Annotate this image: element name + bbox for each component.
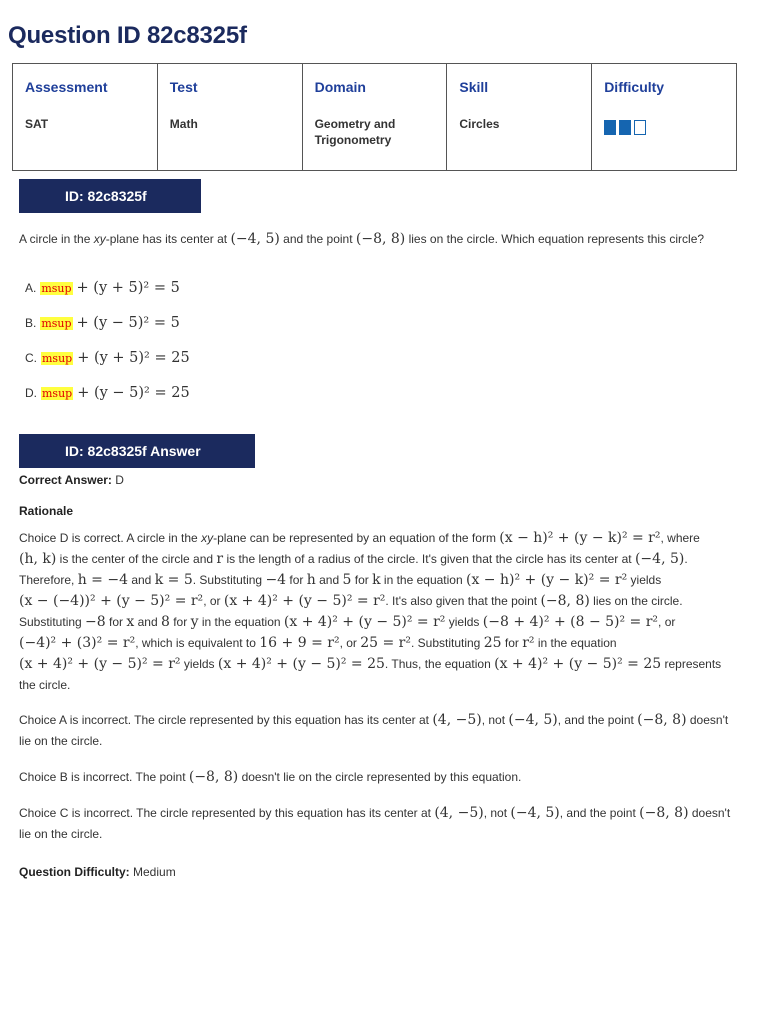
text-run: , not <box>483 806 511 820</box>
math-expression: 25 <box>483 635 502 651</box>
text-run: for <box>169 615 191 629</box>
math-expression: r <box>216 551 224 567</box>
correct-answer-label: Correct Answer: <box>19 473 112 487</box>
math-expression: 8 <box>160 614 170 630</box>
math-expression: (4, −5) <box>434 805 484 821</box>
choice-a-explanation <box>19 710 739 752</box>
text-run: for <box>501 636 523 650</box>
text-run: , or <box>658 615 676 629</box>
difficulty-bar-empty <box>634 120 646 135</box>
text-run: Choice B is incorrect. The point <box>19 770 189 784</box>
meta-value-domain: Geometry and Trigonometry <box>314 117 396 147</box>
math-expression: (−4)² + (3)² = r² <box>19 635 136 651</box>
math-expression: (−8, 8) <box>639 805 689 821</box>
text-run: yields <box>445 615 483 629</box>
meta-header-assessment: Assessment <box>25 79 108 95</box>
text-run: yields <box>180 657 218 671</box>
math-expression: (x + 4)² + (y − 5)² = r² <box>223 593 386 609</box>
math-error-badge: msup <box>42 386 73 400</box>
text-run: doesn't lie on the circle represented by this equation. <box>238 770 522 784</box>
text-run: Choice D is correct. A circle in the <box>19 531 202 545</box>
meta-test <box>157 64 302 171</box>
meta-assessment <box>13 64 158 171</box>
question-meta-table <box>12 63 737 171</box>
math-expression: k = 5 <box>154 572 193 588</box>
math-expression: (−4, 5) <box>510 805 560 821</box>
text-run: is the length of a radius of the circle. It's given that the circle has its center at <box>223 552 635 566</box>
question-part: lies on the circle. Which equation represents this circle? <box>405 232 705 246</box>
question-part: A circle in the <box>19 232 94 246</box>
text-run: , or <box>339 636 361 650</box>
text-run: for <box>351 573 373 587</box>
math-expression: (−4, 5) <box>634 551 685 567</box>
math-expression: (−8, 8) <box>637 712 687 728</box>
question-id-bar: ID: 82c8325f <box>19 179 201 213</box>
math-expression: (−8, 8) <box>188 769 239 785</box>
text-run: . It's also given that the point <box>385 594 541 608</box>
difficulty-bar-filled <box>604 120 616 135</box>
text-run: , where <box>660 531 700 545</box>
text-run: represents the circle. <box>19 657 722 692</box>
math-expression: (−8 + 4)² + (8 − 5)² = r² <box>482 614 659 630</box>
math-error-badge: msup <box>42 351 73 365</box>
math-expression: h <box>306 572 316 588</box>
choice-c-explanation <box>19 803 739 845</box>
math-expression: (x − (−4))² + (y − 5)² = r² <box>19 593 204 609</box>
correct-answer <box>19 470 739 491</box>
question-part: -plane has its center at <box>105 232 231 246</box>
meta-value-test: Math <box>169 117 198 131</box>
math-expression: 16 + 9 = r² <box>259 635 340 651</box>
text-run: , which is equivalent to <box>135 636 260 650</box>
correct-answer-value: D <box>111 473 124 487</box>
question-text <box>19 229 739 250</box>
meta-header-test: Test <box>169 79 198 95</box>
choice-b-explanation <box>19 767 739 788</box>
math-expression: r² <box>522 635 535 651</box>
text-run: . Substituting <box>192 573 266 587</box>
math-expression: (x + 4)² + (y − 5)² = 25 <box>217 656 385 672</box>
text-run: for <box>286 573 307 587</box>
math-expression: (x + 4)² + (y − 5)² = 25 <box>494 656 662 672</box>
math-expression: h = −4 <box>77 572 128 588</box>
text-run: Choice A is incorrect. The circle represented by this equation has its center at <box>19 713 433 727</box>
meta-header-domain: Domain <box>314 79 366 95</box>
choice-letter: B. <box>25 316 37 330</box>
text-run: in the equation <box>534 636 617 650</box>
text-run: . Therefore, <box>19 552 688 587</box>
difficulty-indicator <box>604 120 724 135</box>
meta-header-skill: Skill <box>459 79 489 95</box>
math-expression: (x − h)² + (y − k)² = r² <box>465 572 628 588</box>
text-run: for <box>105 615 127 629</box>
text-run: and <box>134 615 161 629</box>
rationale-heading: Rationale <box>19 504 74 518</box>
question-difficulty-value: Medium <box>129 865 176 879</box>
math-expression: 5 <box>342 572 352 588</box>
text-run: doesn't lie on the circle. <box>19 806 731 841</box>
text-run: yields <box>627 573 662 587</box>
choice-b[interactable] <box>25 315 180 331</box>
meta-value-skill: Circles <box>459 117 500 131</box>
rationale-text <box>19 528 739 696</box>
choice-letter: C. <box>25 351 37 365</box>
math-point: (−8, 8) <box>355 231 406 247</box>
math-expression: 25 = r² <box>360 635 411 651</box>
math-expression: (x + 4)² + (y − 5)² = r² <box>283 614 446 630</box>
question-difficulty <box>19 862 739 883</box>
math-expression: −4 <box>265 572 287 588</box>
text-run: is the center of the circle and <box>56 552 217 566</box>
text-run: . Thus, the equation <box>384 657 495 671</box>
meta-difficulty <box>592 64 737 171</box>
math-expression: y <box>190 614 199 630</box>
text-run: . Substituting <box>410 636 484 650</box>
text-run: -plane can be represented by an equation of the form <box>213 531 500 545</box>
text-run: and <box>315 573 343 587</box>
math-expression: (−8, 8) <box>540 593 590 609</box>
math-expression: (x + 4)² + (y − 5)² = r² <box>19 656 181 672</box>
choice-a[interactable] <box>25 280 180 296</box>
choice-math: + (y + 5)² = 5 <box>76 280 180 296</box>
meta-value-assessment: SAT <box>25 117 49 131</box>
text-run: , not <box>481 713 509 727</box>
math-error-badge: msup <box>41 281 72 295</box>
meta-header-difficulty: Difficulty <box>604 79 665 95</box>
choice-letter: A. <box>25 281 37 295</box>
choice-math: + (y + 5)² = 25 <box>77 350 190 366</box>
math-center: (−4, 5) <box>230 231 280 247</box>
text-run: , and the point <box>559 806 640 820</box>
math-expression: (h, k) <box>19 551 57 567</box>
question-part: and the point <box>279 232 356 246</box>
meta-skill <box>447 64 592 171</box>
text-run: doesn't lie on the circle. <box>19 713 729 748</box>
question-difficulty-label: Question Difficulty: <box>19 865 130 879</box>
choice-c[interactable] <box>25 350 190 366</box>
math-error-badge: msup <box>41 316 72 330</box>
math-expression: x <box>126 614 135 630</box>
page-title: Question ID 82c8325f <box>8 22 247 49</box>
choice-math: + (y − 5)² = 25 <box>77 385 190 401</box>
text-run: in the equation <box>198 615 284 629</box>
math-expression: (−4, 5) <box>508 712 558 728</box>
text-run: , or <box>203 594 224 608</box>
text-run: Choice C is incorrect. The circle represented by this equation has its center at <box>19 806 435 820</box>
math-expression: (x − h)² + (y − k)² = r² <box>499 530 661 546</box>
question-xy: xy <box>93 232 106 246</box>
math-expression: −8 <box>85 614 106 630</box>
text-run: in the equation <box>380 573 466 587</box>
answer-id-bar: ID: 82c8325f Answer <box>19 434 255 468</box>
choice-math: + (y − 5)² = 5 <box>76 315 180 331</box>
text-run: and <box>128 573 155 587</box>
meta-domain <box>302 64 447 171</box>
text-run: , and the point <box>557 713 638 727</box>
difficulty-bar-filled <box>619 120 631 135</box>
text-run: lies on the circle. Substituting <box>19 594 683 629</box>
math-expression: k <box>372 572 381 588</box>
choice-letter: D. <box>25 386 37 400</box>
choice-d[interactable] <box>25 385 190 401</box>
xy-italic: xy <box>201 531 214 545</box>
math-expression: (4, −5) <box>432 712 482 728</box>
